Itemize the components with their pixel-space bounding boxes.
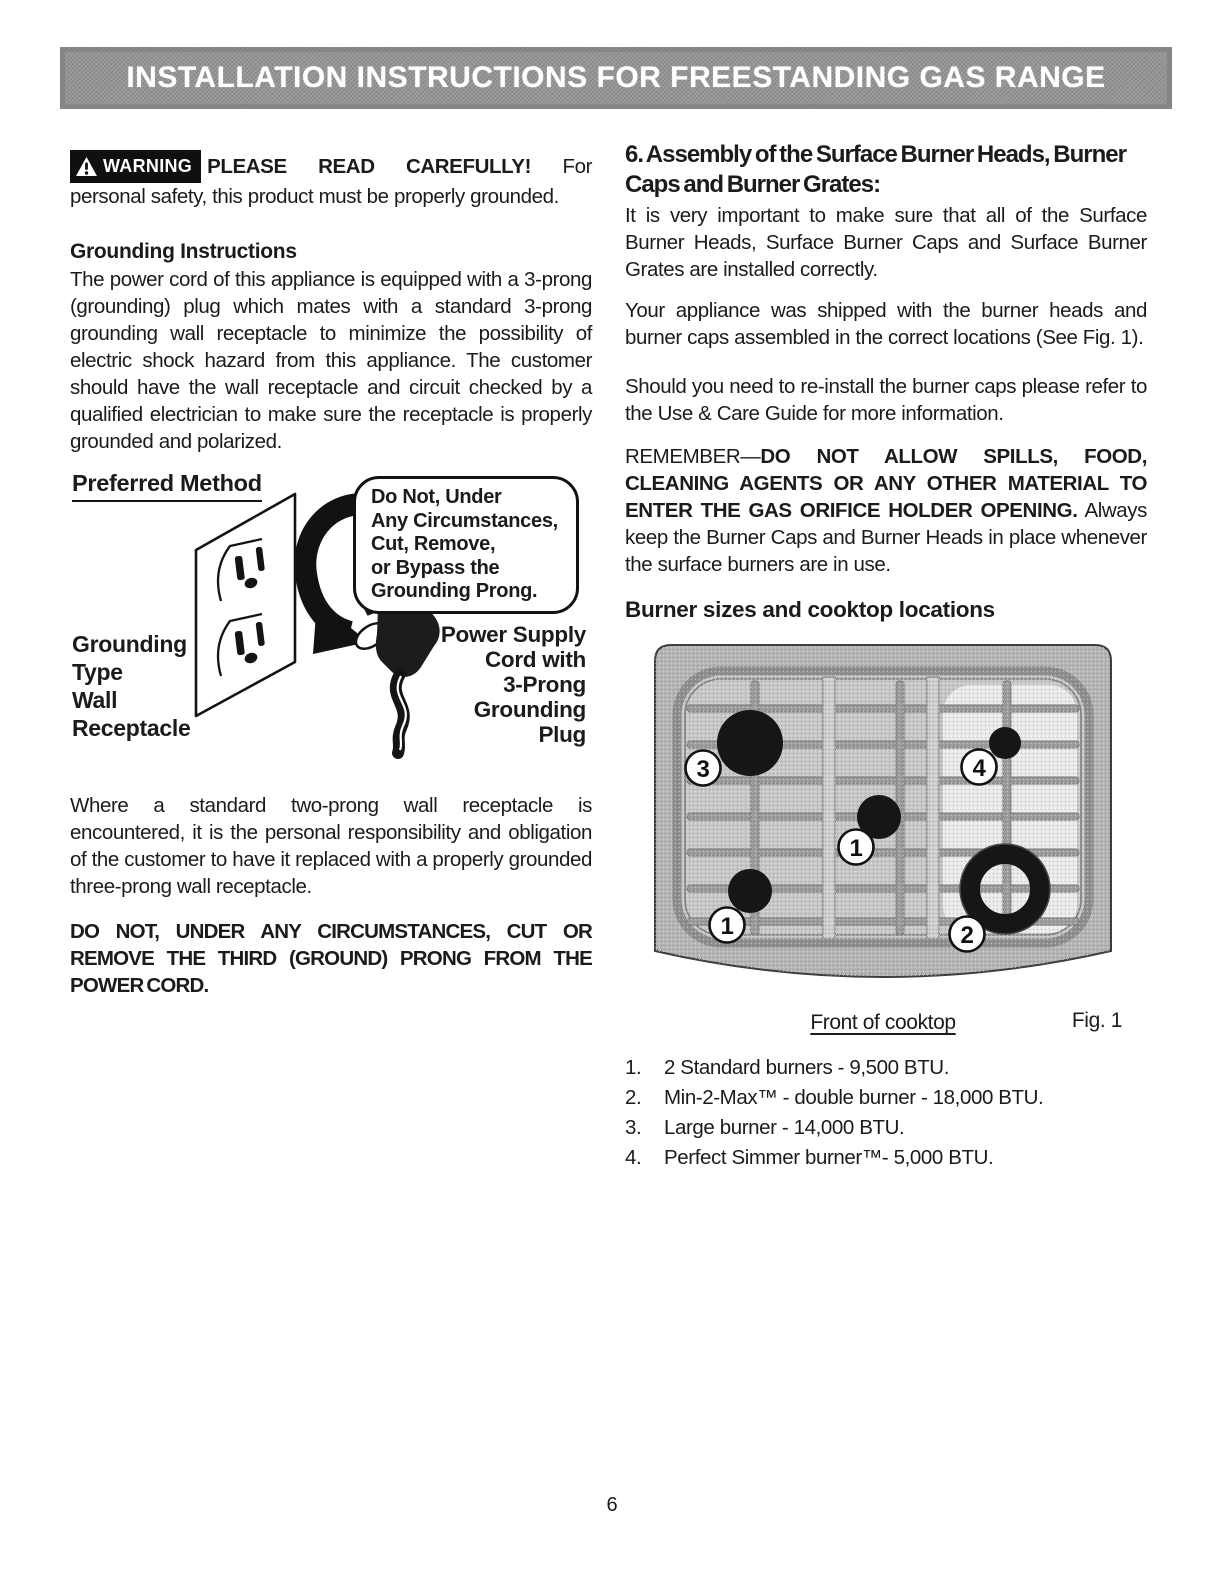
left-column (70, 150, 592, 999)
plug-label-line: 3-Prong (503, 672, 586, 697)
page-title: INSTALLATION INSTRUCTIONS FOR FREESTANDING GAS RANGE (126, 61, 1106, 94)
burner-callout-1-front: 1 (720, 913, 734, 940)
figure-number: Fig. 1 (1071, 1009, 1122, 1032)
burner-list-item (625, 1113, 1147, 1143)
list-text: Perfect Simmer burner™- 5,000 BTU. (664, 1146, 994, 1169)
receptacle-label-line: Wall (72, 687, 118, 713)
burner-list-item (625, 1083, 1147, 1113)
receptacle-label-line: Receptacle (72, 715, 191, 741)
burner-callout-2: 2 (960, 922, 974, 949)
receptacle-label (72, 630, 190, 742)
receptacle-label-line: Type (72, 659, 123, 685)
burner-sizes-heading: Burner sizes and cooktop locations (625, 597, 995, 622)
grounding-instructions-heading: Grounding Instructions (70, 240, 297, 263)
wall-receptacle-drawing (196, 494, 295, 716)
do-not-cut-callout (353, 476, 579, 614)
two-prong-paragraph: Where a standard two-prong wall receptacle is encountered, it is the personal responsibility and obligation of the customer to have it replaced with a properly grounded three-prong wall receptacle. (70, 794, 592, 898)
warning-triangle-icon (75, 156, 98, 177)
warning-paragraph (70, 150, 592, 210)
header-banner (60, 47, 1172, 109)
callout-line: Do Not, Under (371, 486, 502, 508)
burner-standard-front (728, 869, 772, 913)
remember-paragraph (625, 443, 1147, 578)
callout-line: Grounding Prong. (371, 580, 538, 602)
callout-line: Any Circumstances, (371, 509, 558, 532)
list-text: 2 Standard burners - 9,500 BTU. (664, 1056, 950, 1079)
burner-callout-3: 3 (696, 756, 710, 783)
burner-simmer (989, 727, 1021, 759)
list-number: 4. (625, 1146, 642, 1169)
list-number: 2. (625, 1086, 642, 1109)
figure-caption-row (625, 1009, 1147, 1039)
preferred-method-label: Preferred Method (72, 470, 262, 502)
grounding-instructions-paragraph: The power cord of this appliance is equipped with a 3-prong (grounding) plug which mates with a standard 3-prong grounding wall receptacle to minimize the possibility of electric shock hazard from this appliance. The customer should have the wall receptacle and circuit checked by a qualified electrician to make sure the receptacle is properly grounded and polarized. (70, 268, 592, 453)
do-not-cut-paragraph: DO NOT, UNDER ANY CIRCUMSTANCES, CUT OR REMOVE THE THIRD (GROUND) PRONG FROM THE POWER CORD. (70, 920, 592, 997)
burner-callout-4: 4 (972, 755, 986, 782)
burner-large (717, 710, 783, 776)
plug-label (441, 622, 586, 747)
remember-rest-text: Always keep the Burner Caps and Burner Heads in place whenever the surface burners are in use. (625, 499, 1147, 576)
page-number: 6 (606, 1494, 618, 1516)
plug-label-line: Cord with (484, 647, 586, 672)
remember-bold-text: DO NOT ALLOW SPILLS, FOOD, CLEANING AGENTS OR ANY OTHER MATERIAL TO ENTER THE GAS ORIFICE HOLDER OPENING. (625, 445, 1147, 522)
warning-bold-text: PLEASE READ CAREFULLY! (207, 155, 532, 178)
burner-list-item (625, 1053, 1147, 1083)
figure-caption: Front of cooktop (810, 1011, 956, 1034)
burner-list-item (625, 1143, 1147, 1173)
assembly-paragraph-2: Your appliance was shipped with the burner heads and burner caps assembled in the correct locations (See Fig. 1). (625, 299, 1147, 349)
burner-callout-1-center: 1 (849, 835, 863, 862)
right-column (625, 140, 1147, 1173)
burner-list (625, 1053, 1147, 1173)
remember-prefix: REMEMBER— (625, 445, 761, 468)
section-6-heading: 6. Assembly of the Surface Burner Heads, Burner Caps and Burner Grates: (625, 141, 1126, 198)
assembly-paragraph-3: Should you need to re-install the burner caps please refer to the Use & Care Guide for more information. (625, 375, 1147, 425)
list-text: Min-2-Max™ - double burner - 18,000 BTU. (664, 1086, 1044, 1109)
plug-label-line: Grounding (473, 697, 586, 722)
callout-line: Cut, Remove, (371, 533, 496, 555)
warning-rest-text: For personal safety, this product must be properly grounded. (70, 155, 592, 208)
cooktop-figure (645, 633, 1121, 1001)
list-number: 1. (625, 1056, 642, 1079)
cooktop-figure-art (645, 633, 1121, 1001)
list-number: 3. (625, 1116, 642, 1139)
list-text: Large burner - 14,000 BTU. (664, 1116, 905, 1139)
warning-badge-label: WARNING (103, 156, 193, 176)
plug-label-line: Plug (538, 722, 586, 747)
callout-line: or Bypass the (371, 556, 500, 579)
assembly-paragraph-1: It is very important to make sure that all of the Surface Burner Heads, Surface Burner Caps and Surface Burner Grates are installed correctly. (625, 204, 1147, 281)
plug-label-line: Power Supply (440, 622, 586, 647)
receptacle-label-line: Grounding (72, 631, 187, 657)
warning-badge (70, 150, 201, 183)
grounding-diagram (70, 464, 592, 766)
